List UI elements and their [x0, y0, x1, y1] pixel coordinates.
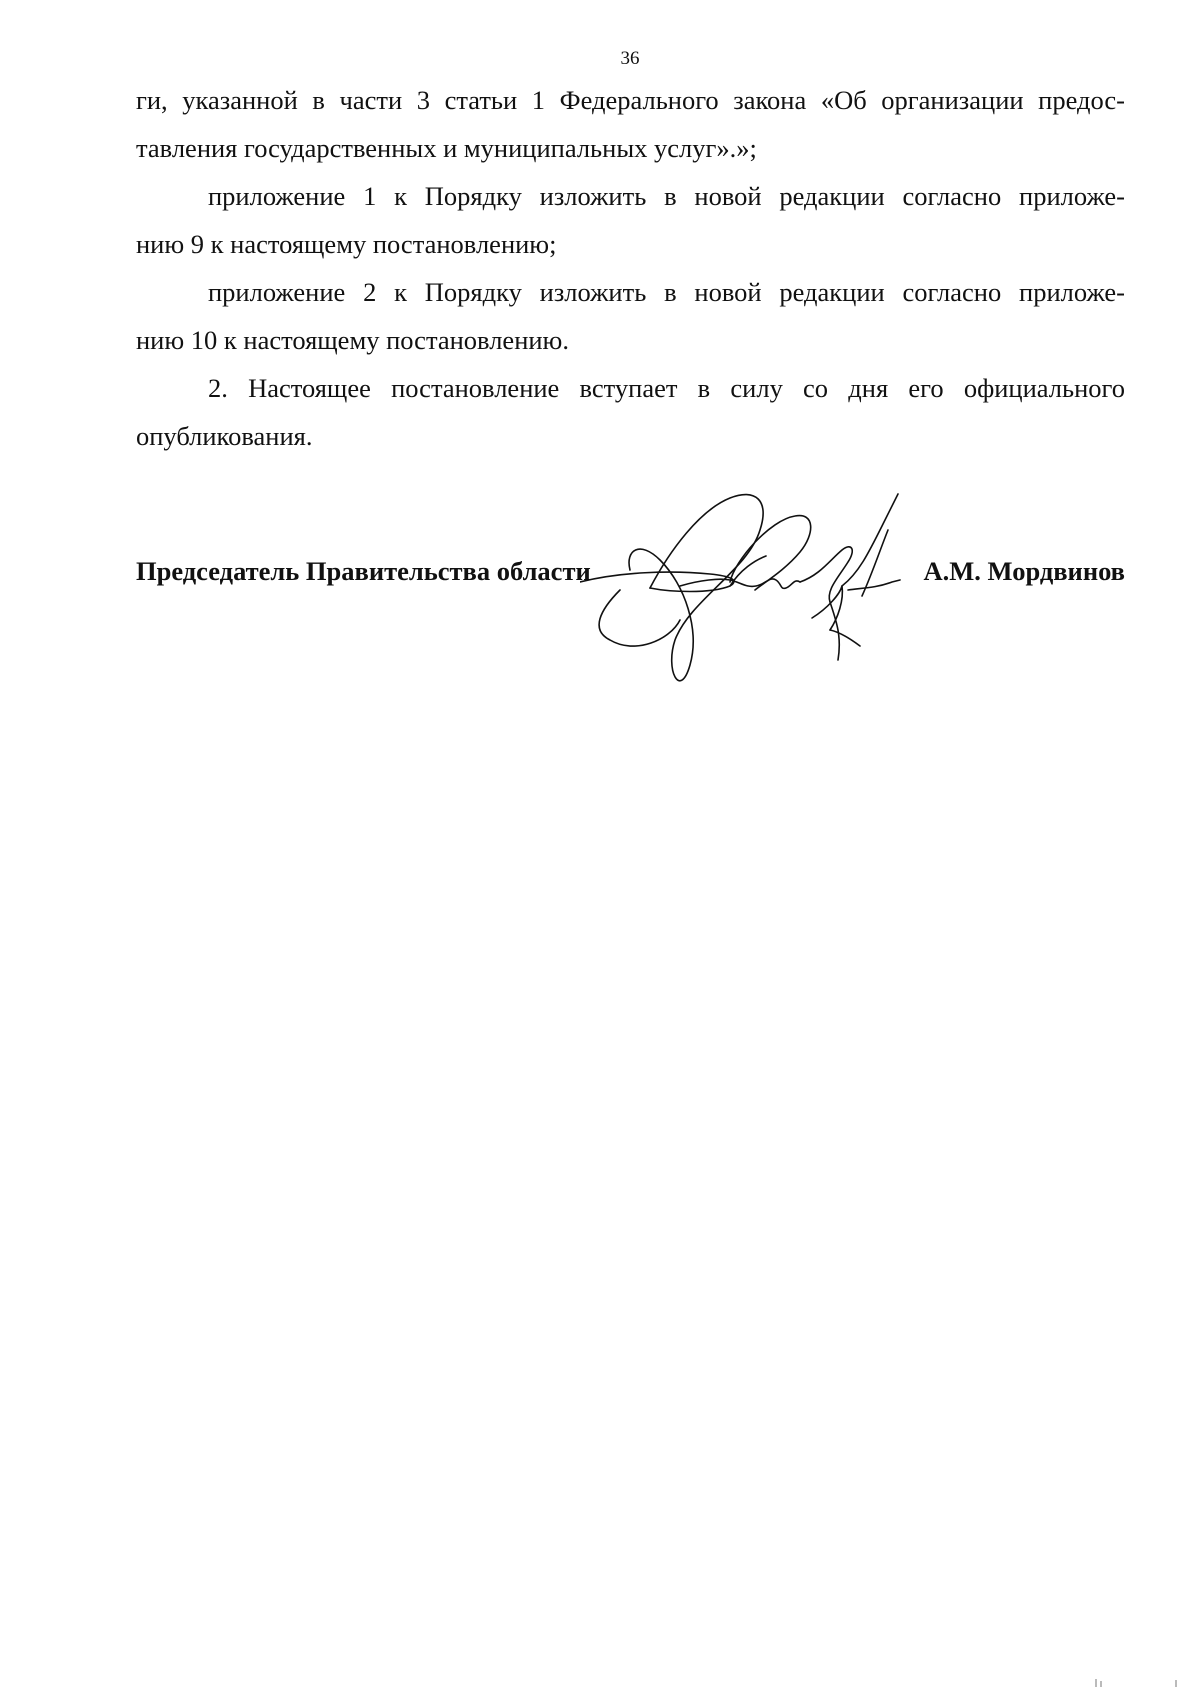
signatory-name: А.М. Мордвинов — [923, 556, 1125, 586]
text-line: приложение 2 к Порядку изложить в новой редакции согласно приложе- — [208, 277, 1125, 307]
text-line: ги, указанной в части 3 статьи 1 Федерального закона «Об организации предос- — [136, 85, 1125, 115]
text-line: нию 10 к настоящему постановлению. — [136, 325, 569, 355]
text-line: приложение 1 к Порядку изложить в новой редакции согласно приложе- — [208, 181, 1125, 211]
paragraph-continuation — [136, 76, 1125, 172]
paragraph-appendix-1 — [136, 172, 1125, 268]
text-line: тавления государственных и муниципальных услуг».»; — [136, 133, 757, 163]
text-line: опубликования. — [136, 421, 313, 451]
document-body — [136, 76, 1125, 460]
text-line: 2. Настоящее постановление вступает в силу со дня его официального — [208, 373, 1125, 403]
page-number: 36 — [620, 48, 640, 69]
text-line: нию 9 к настоящему постановлению; — [136, 229, 557, 259]
handwritten-signature — [580, 490, 940, 700]
signatory-title: Председатель Правительства области — [136, 556, 591, 586]
paragraph-entry-into-force — [136, 364, 1125, 460]
paragraph-appendix-2 — [136, 268, 1125, 364]
scan-artifact — [1092, 1677, 1182, 1689]
